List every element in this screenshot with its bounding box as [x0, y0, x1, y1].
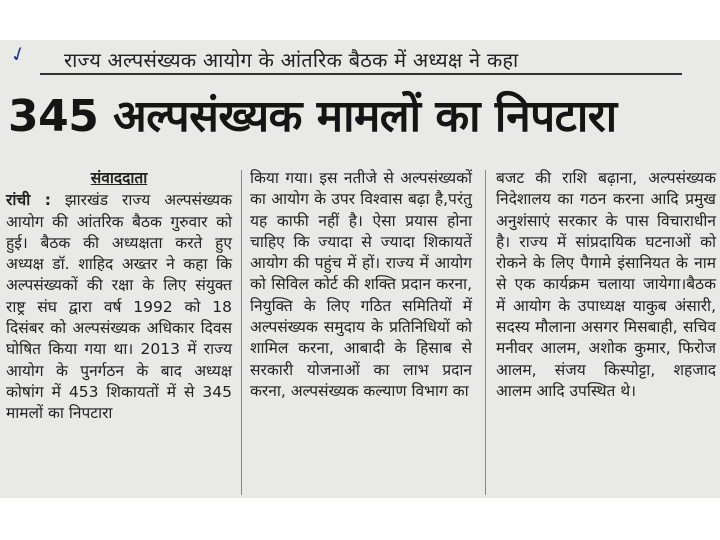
- column-2-text: किया गया। इस नतीजे से अल्पसंख्यकों का आयोग के उपर विश्वास बढ़ा है,परंतु यह काफी नहीं है। ऐसा प्रयास होना चाहिए कि ज्यादा से ज्यादा शिकायतें आयोग की पहुंच में हों। राज्य में आयोग को सिविल कोर्ट की शक्ति प्रदान करना, नियुक्ति के लिए गठित समितियों में अल्पसंख्यक समुदाय के प्रतिनिधियों को शामिल करना, आबादी के हिसाब से सरकारी योजनाओं का लाभ प्रदान करना, अल्पसंख्यक कल्याण विभाग का: [250, 169, 472, 400]
- article-column-2: [250, 168, 472, 402]
- headline: 345 अल्पसंख्यक मामलों का निपटारा: [8, 91, 617, 142]
- kicker-underline: [40, 73, 682, 75]
- pen-tick-mark-icon: ✓: [6, 40, 31, 69]
- newspaper-clipping: [0, 40, 720, 498]
- byline: संवाददाता: [90, 169, 148, 187]
- column-divider: [241, 170, 242, 495]
- article-column-3: [496, 168, 716, 402]
- kicker-subheadline: राज्य अल्पसंख्यक आयोग के आंतरिक बैठक में अध्यक्ष ने कहा: [64, 48, 519, 72]
- dateline: रांची :: [6, 191, 51, 210]
- column-divider: [485, 170, 486, 495]
- column-3-text: बजट की राशि बढ़ाना, अल्पसंख्यक निदेशालय का गठन करना आदि प्रमुख अनुशंसाएं सरकार के पास विचाराधीन है। राज्य में सांप्रदायिक घटनाओं को रोकने के लिए पैगामे इंसानियत के नाम से एक कार्यक्रम चलाया जायेगा।बैठक में आयोग के उपाध्यक्ष याकुब अंसारी, सदस्य मौलाना असगर मिसबाही, सचिव मनीवर आलम, अशोक कुमार, फिरोज आलम, संजय किस्पोट्टा, शहजाद आलम आदि उपस्थित थे।: [496, 169, 716, 400]
- column-1-text: झारखंड राज्य अल्पसंख्यक आयोग की आंतरिक बैठक गुरुवार को हुई। बैठक की अध्यक्षता करते हुए अध्यक्ष डॉ. शाहिद अख्तर ने कहा कि अल्पसंख्यकों की रक्षा के लिए संयुक्त राष्ट्र संघ द्वारा वर्ष 1992 को 18 दिसंबर को अल्पसंख्यक अधिकार दिवस घोषित किया गया था। 2013 में राज्य आयोग के पुनर्गठन के बाद अध्यक्ष कोषांग में 453 शिकायतों में से 345 मामलों का निपटारा: [6, 191, 232, 423]
- article-column-1: [6, 168, 232, 425]
